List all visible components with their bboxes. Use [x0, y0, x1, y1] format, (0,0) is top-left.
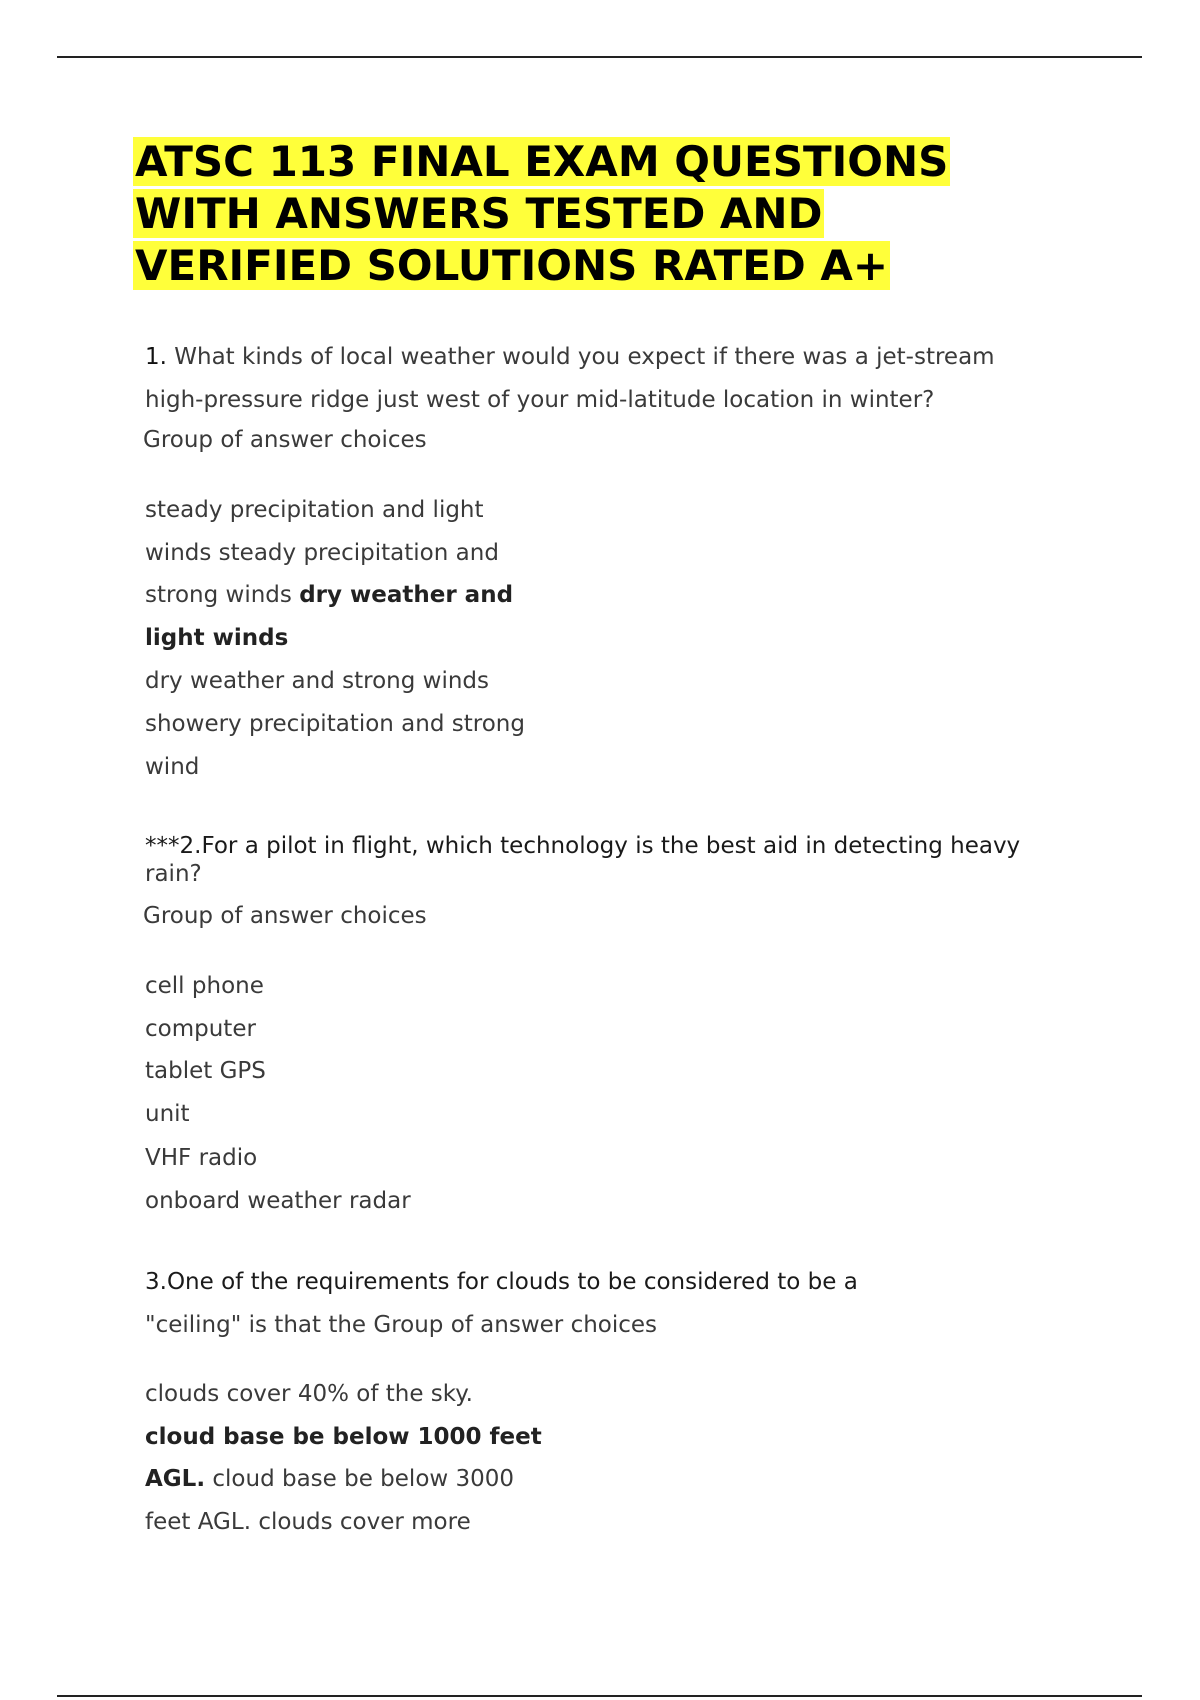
q1-correct-answer-part-2: light winds	[145, 625, 289, 651]
q1-correct-answer-part-1: dry weather and	[299, 582, 514, 608]
q1-number: 1.	[145, 344, 167, 370]
top-rule	[57, 56, 1142, 58]
bottom-rule	[57, 1695, 1142, 1697]
q2-text-line-2: rain?	[145, 861, 202, 887]
q1-choice-line-7: wind	[145, 754, 200, 780]
q3-choice-line-1: clouds cover 40% of the sky.	[145, 1381, 473, 1407]
q2-choice: onboard weather radar	[145, 1188, 411, 1214]
q3-text-line-2: "ceiling" is that the Group of answer choices	[145, 1312, 658, 1338]
q2-choice: computer	[145, 1016, 256, 1042]
title-line-3: VERIFIED SOLUTIONS RATED A+	[135, 241, 889, 290]
q1-text-line-1	[145, 342, 995, 372]
q2-choice: unit	[145, 1101, 190, 1127]
q1-choice-line-4	[145, 623, 288, 653]
q1-choice-line-3	[145, 580, 513, 610]
q2-choice: VHF radio	[145, 1145, 258, 1171]
q3-choice-line-2	[145, 1422, 542, 1452]
q1-choice-line-2: winds steady precipitation and	[145, 540, 499, 566]
q3-choice-3-normal: cloud base be below 3000	[205, 1466, 515, 1492]
q2-choice: tablet GPS	[145, 1058, 266, 1084]
q1-choice-line-6: showery precipitation and strong	[145, 711, 525, 737]
q1-text-line-2: high-pressure ridge just west of your mid-latitude location in winter?	[145, 387, 935, 413]
q2-group-label: Group of answer choices	[143, 903, 427, 929]
q3-text-line-1: 3.One of the requirements for clouds to be considered to be a	[145, 1269, 858, 1295]
q1-choice-line-5: dry weather and strong winds	[145, 668, 490, 694]
q1-choice-line-1: steady precipitation and light	[145, 497, 484, 523]
q2-choice: cell phone	[145, 973, 264, 999]
q3-choice-line-4: feet AGL. clouds cover more	[145, 1509, 471, 1535]
title-line-2: WITH ANSWERS TESTED AND	[135, 189, 823, 238]
q1-text-1: What kinds of local weather would you expect if there was a jet-stream	[166, 344, 995, 370]
q3-correct-answer-part-1: cloud base be below 1000 feet	[145, 1424, 542, 1450]
q3-correct-answer-part-2: AGL.	[145, 1466, 206, 1492]
title-line-1: ATSC 113 FINAL EXAM QUESTIONS	[135, 137, 949, 186]
q1-choice-3-normal: strong winds	[145, 582, 300, 608]
q1-group-label: Group of answer choices	[143, 427, 427, 453]
q2-text-line-1: ***2.For a pilot in flight, which technology is the best aid in detecting heavy	[145, 833, 1021, 859]
document-title	[133, 136, 1093, 292]
q3-choice-line-3	[145, 1464, 514, 1494]
